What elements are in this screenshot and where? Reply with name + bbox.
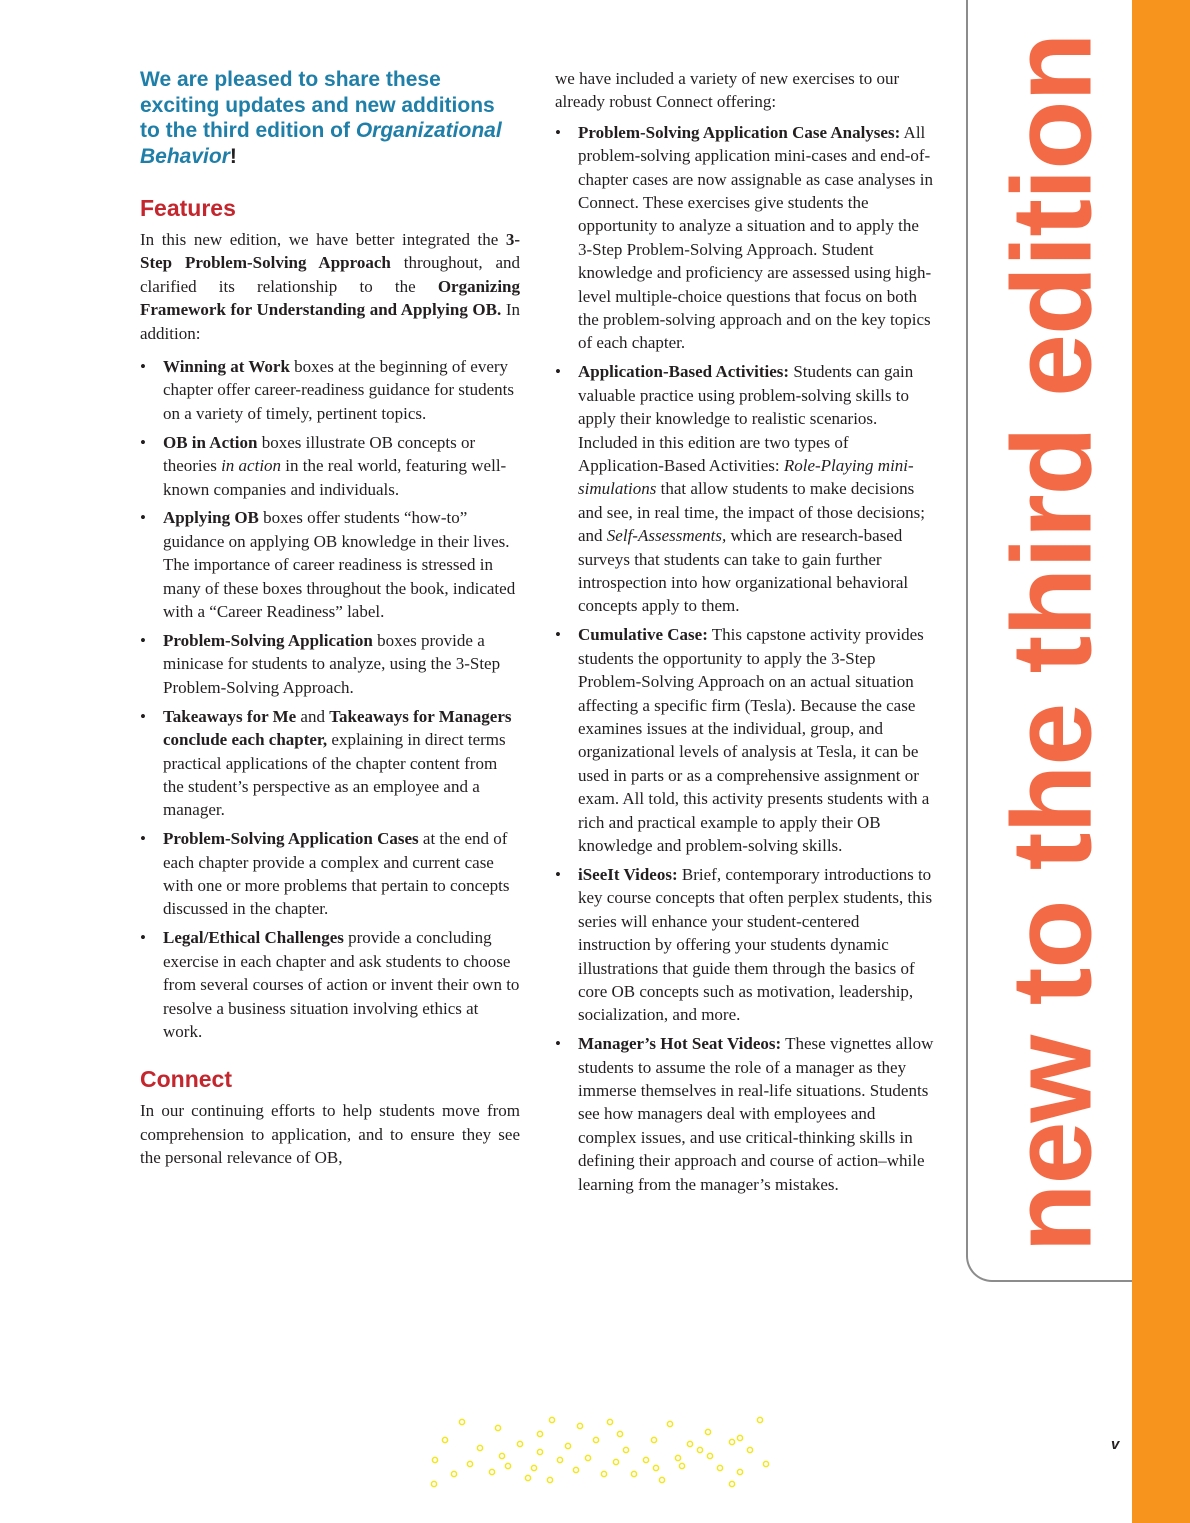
decorative-dot — [651, 1437, 656, 1442]
decorative-dot — [659, 1477, 664, 1482]
decorative-dot — [757, 1417, 762, 1422]
decorative-dot — [717, 1465, 722, 1470]
decorative-dot — [687, 1441, 692, 1446]
side-tab-title: new to the third edition — [988, 33, 1115, 1253]
decorative-dot — [737, 1435, 742, 1440]
list-item: • Application-Based Activities: Students can gain valuable practice using problem-solving skills to apply their knowledge to realistic scenarios. Included in this edition are two types of Application-Based Activities: Role-Playing mini-simulations that allow students to make decisions and see, in real time, the impact of those decisions; and Self-Assessments, which are research-based surveys that students can take to gain further introspection into how organizational behavioral concepts apply to them. — [555, 362, 925, 616]
decorative-dot — [477, 1445, 482, 1450]
intro-heading: We are pleased to share these exciting updates and new additions to the third edition of Organizational Behavior! — [140, 68, 502, 168]
decorative-dot — [537, 1431, 542, 1436]
list-item: • Winning at Work boxes at the beginning of every chapter offer career-readiness guidance for students on a variety of timely, pertinent topics. — [140, 357, 514, 423]
decorative-dot — [495, 1425, 500, 1430]
decorative-dot — [467, 1461, 472, 1466]
decorative-dot — [667, 1421, 672, 1426]
decorative-dot — [537, 1449, 542, 1454]
list-item: • Problem-Solving Application Case Analyses: All problem-solving application mini-cases and end-of-chapter cases are now assignable as case analyses in Connect. These exercises give students the opportunity to analyze a situation and to apply the 3-Step Problem-Solving Approach. Student knowledge and proficiency are assessed using high-level multiple-choice questions that focus on both the problem-solving approach and on the key topics of each chapter. — [555, 122, 933, 353]
decorative-dot — [593, 1437, 598, 1442]
features-paragraph: In this new edition, we have better integrated the 3-Step Problem-Solving Approach throughout, and clarified its relationship to the Organizing Framework for Understanding and Applying OB. In addition: — [140, 230, 520, 343]
decorative-dot — [747, 1447, 752, 1452]
list-item: • Legal/Ethical Challenges provide a concluding exercise in each chapter and ask students to choose from several courses of action or invent their own to resolve a business situation involving ethics at work. — [140, 928, 520, 1041]
decorative-dot — [679, 1463, 684, 1468]
list-item: • Problem-Solving Application Cases at the end of each chapter provide a complex and current case with one or more problems that pertain to concepts discussed in the chapter. — [140, 829, 510, 919]
list-item: • Problem-Solving Application boxes provide a minicase for students to analyze, using the 3-Step Problem-Solving Approach. — [140, 631, 501, 697]
connect-bullet-list — [555, 121, 935, 1196]
decorative-dot — [697, 1447, 702, 1452]
connect-heading: Connect — [140, 1066, 232, 1093]
decorative-dot — [729, 1439, 734, 1444]
decorative-dot — [432, 1457, 437, 1462]
decorative-dot — [607, 1419, 612, 1424]
decorative-dot — [737, 1469, 742, 1474]
features-heading: Features — [140, 195, 236, 221]
decorative-dot — [729, 1481, 734, 1486]
decorative-dot — [653, 1465, 658, 1470]
decorative-dot — [505, 1463, 510, 1468]
decorative-dot — [531, 1465, 536, 1470]
decorative-dot — [763, 1461, 768, 1466]
features-bullet-list — [140, 355, 520, 1043]
decorative-dot — [675, 1455, 680, 1460]
decorative-dot — [565, 1443, 570, 1448]
decorative-dot — [617, 1431, 622, 1436]
list-item: • Applying OB boxes offer students “how-to” guidance on applying OB knowledge in their lives. The importance of career readiness is stressed in many of these boxes throughout the book, indicated with a “Career Readiness” label. — [140, 508, 516, 622]
decorative-dot — [525, 1475, 530, 1480]
list-item: • Cumulative Case: This capstone activity provides students the opportunity to apply the 3-Step Problem-Solving Approach on an actual situation affecting a specific firm (Tesla). Because the case examines issues at the individual, group, and organizational levels of analysis at Tesla, it can be used in parts or as a comprehensive assignment or exam. All told, this activity presents students with a rich and practical example to apply their OB knowledge and problem-solving skills. — [555, 625, 930, 855]
decorative-dot — [613, 1459, 618, 1464]
decorative-dot — [431, 1481, 436, 1486]
left-column — [140, 67, 520, 1170]
right-column — [555, 67, 935, 1202]
decorative-dot — [547, 1477, 552, 1482]
connect-intro-continued: we have included a variety of new exercises to our already robust Connect offering: — [555, 69, 900, 112]
orange-side-strip — [1132, 0, 1190, 1523]
page-number: v — [1111, 1436, 1120, 1453]
decorative-dot — [601, 1471, 606, 1476]
decorative-dot — [557, 1457, 562, 1462]
decorative-dot — [707, 1453, 712, 1458]
list-item: • OB in Action boxes illustrate OB concepts or theories in action in the real world, featuring well-known companies and individuals. — [140, 432, 507, 499]
list-item: • Takeaways for Me and Takeaways for Managers conclude each chapter, explaining in direct terms practical applications of the chapter content from the student’s perspective as an employee and a manager. — [140, 706, 512, 820]
decorative-dot — [499, 1453, 504, 1458]
list-item: • Manager’s Hot Seat Videos: These vignettes allow students to assume the role of a manager as they immerse themselves in real-life situations. Students see how managers deal with employees and complex issues, and use critical-thinking skills in defining their approach and course of action–while learning from the manager’s mistakes. — [555, 1034, 934, 1194]
decorative-dot — [585, 1455, 590, 1460]
decorative-dot — [631, 1471, 636, 1476]
list-item: • iSeeIt Videos: Brief, contemporary introductions to key course concepts that often perplex students, this series will enhance your student-centered instruction by offering your students dynamic illustrations that guide them through the basics of core OB concepts such as motivation, leadership, socialization, and more. — [555, 864, 933, 1025]
decorative-dots-pattern — [420, 1410, 770, 1490]
connect-paragraph: In our continuing efforts to help students move from comprehension to application, and to ensure they see the personal relevance of OB, — [140, 1101, 520, 1168]
decorative-dot — [459, 1419, 464, 1424]
decorative-dot — [573, 1467, 578, 1472]
decorative-dot — [442, 1437, 447, 1442]
book-title: Organizational Behavior — [140, 119, 502, 168]
decorative-dot — [517, 1441, 522, 1446]
decorative-dot — [577, 1423, 582, 1428]
decorative-dot — [623, 1447, 628, 1452]
decorative-dot — [549, 1417, 554, 1422]
decorative-dot — [643, 1457, 648, 1462]
decorative-dot — [451, 1471, 456, 1476]
decorative-dot — [489, 1469, 494, 1474]
decorative-dot — [705, 1429, 710, 1434]
